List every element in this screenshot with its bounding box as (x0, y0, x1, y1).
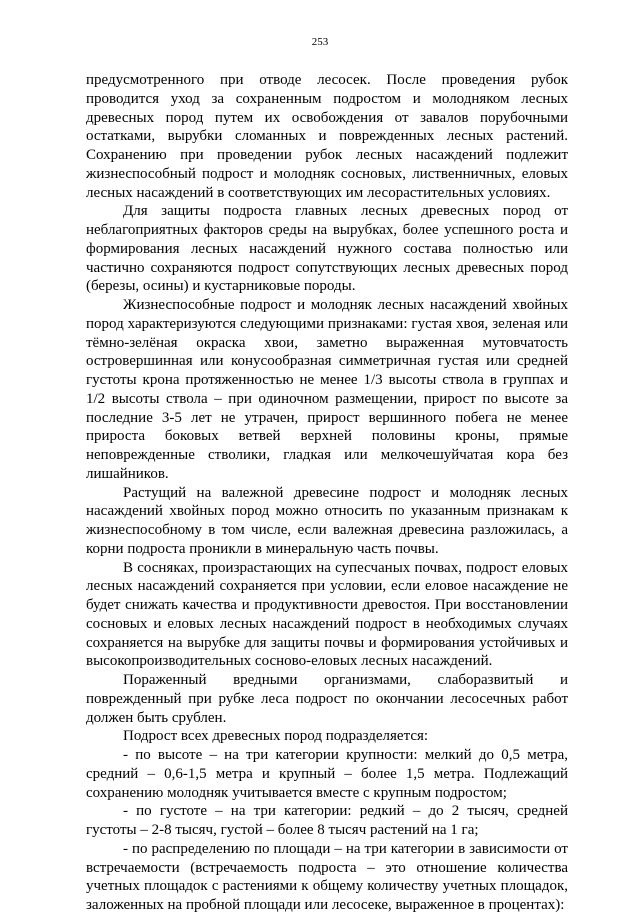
list-item-distribution: - по распределению по площади – на три категории в зависимости от встречаемости (встречаемость подроста – это отношение количества учетных площадок с растениями к общему количеству учетных площадок, заложенных на пробной площади или лесосеке, выраженное в процентах): (86, 840, 568, 913)
page-number: 253 (311, 36, 329, 48)
list-item-density: - по густоте – на три категории: редкий – до 2 тысяч, средней густоты – 2-8 тысяч, густой – более 8 тысяч растений на 1 га; (86, 803, 568, 838)
paragraph-viability-signs: Жизнеспособные подрост и молодняк лесных насаждений хвойных пород характеризуются следующими признаками: густая хвоя, зеленая или тёмно-зелёная окраска хвои, заметно выраженная мутовчатость островершинная или конусообразная симметричная густая или средней густоты крона протяженностью не менее 1/3 высоты ствола в группах и 1/2 высоты ствола – при одиночном размещении, прирост по высоте за последние 3-5 лет не утрачен, прирост вершинного побега не менее прироста боковых ветвей верхней половины кроны, прямые неповрежденные стволики, гладкая или мелкочешуйчатая кора без лишайников. (86, 297, 568, 482)
document-body (86, 71, 568, 915)
paragraph-pine-forests: В сосняках, произрастающих на супесчаных почвах, подрост еловых лесных насаждений сохраняется при условии, если еловое насаждение не будет снижать качества и продуктивности древостоя. При восстановлении сосновых и еловых лесных насаждений подрост в необходимых случаях сохраняется на вырубке для защиты почвы и формирования устойчивых и высокопроизводительных сосново-еловых лесных насаждений. (86, 559, 568, 670)
paragraph-undergrowth-protection: Для защиты подроста главных лесных древесных пород от неблагоприятных факторов среды на вырубках, более успешного роста и формирования лесных насаждений нужного состава полностью или частично сохраняются подрост сопутствующих лесных древесных пород (березы, осины) и кустарниковые породы. (86, 203, 568, 295)
list-item-height: - по высоте – на три категории крупности: мелкий до 0,5 метра, средний – 0,6-1,5 метра и крупный – более 1,5 метра. Подлежащий сохранению молодняк учитывается вместе с крупным подростом; (86, 747, 568, 801)
paragraph-damaged-undergrowth: Пораженный вредными организмами, слаборазвитый и поврежденный при рубке леса подрост по окончании лесосечных работ должен быть срублен. (86, 672, 568, 726)
paragraph-continuation: предусмотренного при отводе лесосек. После проведения рубок проводится уход за сохраненным подростом и молодняком лесных древесных пород путем их освобождения от завалов порубочными остатками, вырубки сломанных и поврежденных лесных растений. Сохранению при проведении рубок лесных насаждений подлежит жизнеспособный подрост и молодняк сосновых, лиственничных, еловых лесных насаждений в соответствующих им лесорастительных условиях. (86, 72, 568, 201)
paragraph-classification-intro: Подрост всех древесных пород подразделяется: (123, 728, 429, 745)
paragraph-deadwood-growth: Растущий на валежной древесине подрост и молодняк лесных насаждений хвойных пород можно относить по указанным признакам к жизнеспособному в том числе, если валежная древесина разложилась, а корни подроста проникли в минеральную часть почвы. (86, 484, 568, 557)
